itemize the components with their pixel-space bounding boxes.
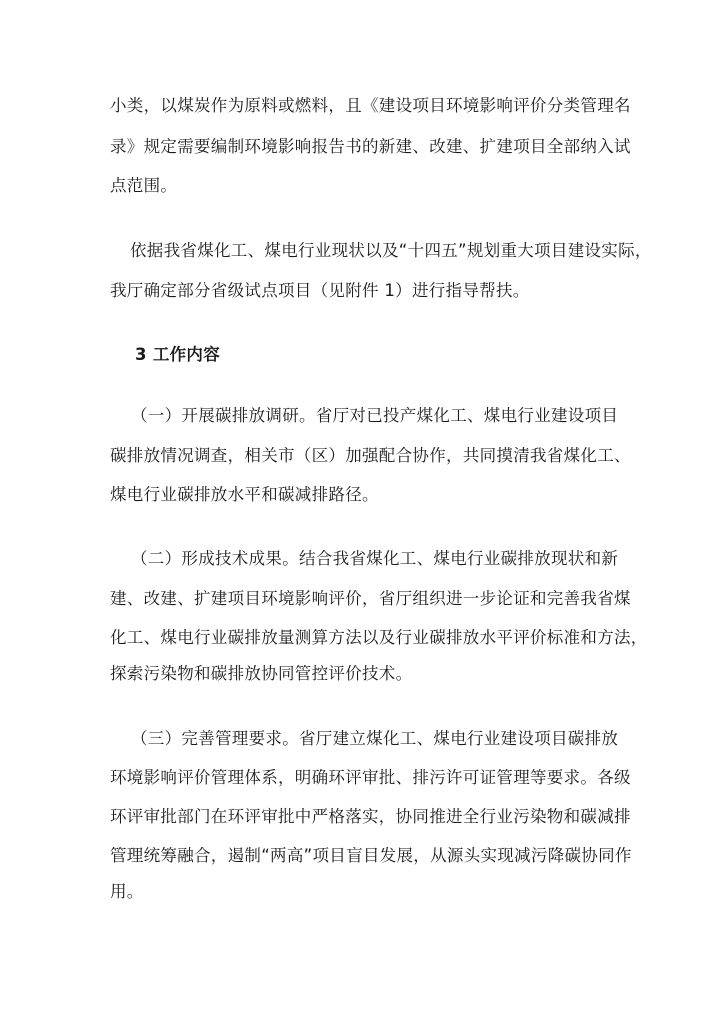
paragraph-1-line-2: 录》规定需要编制环境影响报告书的新建、改建、扩建项目全部纳入试 xyxy=(110,137,631,156)
paragraph-1-line-3: 点范围。 xyxy=(110,176,178,195)
paragraph-5-line-5: 用。 xyxy=(110,882,144,901)
paragraph-5-line-1: （三）完善管理要求。省厅建立煤化工、煤电行业建设项目碳排放 xyxy=(131,729,619,748)
paragraph-2-line-1: 依据我省煤化工、煤电行业现状以及“十四五”规划重大项目建设实际， xyxy=(130,241,652,260)
paragraph-1-line-1: 小类，以煤炭作为原料或燃料，且《建设项目环境影响评价分类管理名 xyxy=(110,96,631,115)
paragraph-3-line-2: 碳排放情况调查，相关市（区）加强配合协作，共同摸清我省煤化工、 xyxy=(110,446,631,465)
paragraph-3-line-3: 煤电行业碳排放水平和碳减排路径。 xyxy=(110,485,379,504)
section-heading: 3 工作内容 xyxy=(135,345,221,364)
paragraph-4-line-2: 建、改建、扩建项目环境影响评价，省厅组织进一步论证和完善我省煤 xyxy=(110,589,631,608)
paragraph-4-line-4: 探索污染物和碳排放协同管控评价技术。 xyxy=(110,664,413,683)
paragraph-5-line-2: 环境影响评价管理体系，明确环评审批、排污许可证管理等要求。各级 xyxy=(110,768,631,787)
paragraph-4-line-1: （二）形成技术成果。结合我省煤化工、煤电行业碳排放现状和新 xyxy=(131,549,619,568)
paragraph-3-line-1: （一）开展碳排放调研。省厅对已投产煤化工、煤电行业建设项目 xyxy=(131,406,619,425)
paragraph-5-line-3: 环评审批部门在环评审批中严格落实，协同推进全行业污染物和碳减排 xyxy=(110,807,631,826)
paragraph-4-line-3: 化工、煤电行业碳排放量测算方法以及行业碳排放水平评价标准和方法， xyxy=(110,628,648,647)
paragraph-2-line-2: 我厅确定部分省级试点项目（见附件 1）进行指导帮扶。 xyxy=(110,281,530,300)
paragraph-5-line-4: 管理统筹融合，遏制“两高”项目盲目发展，从源头实现减污降碳协同作 xyxy=(110,846,632,865)
